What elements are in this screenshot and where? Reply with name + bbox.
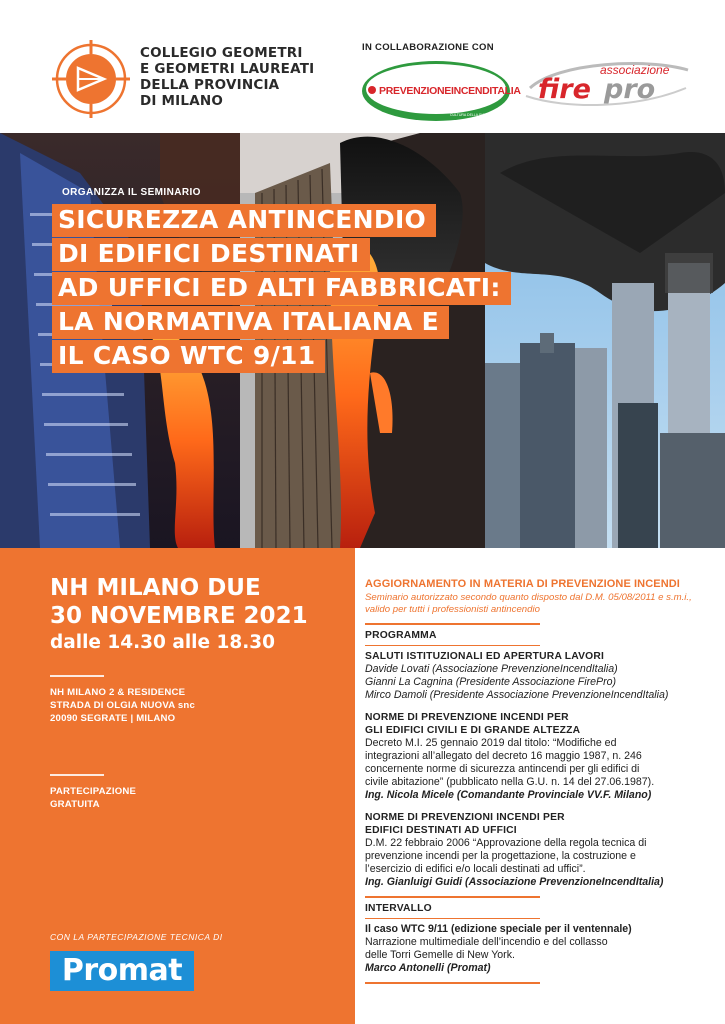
program-heading: PROGRAMMA [365,629,437,641]
program-item-speaker: Ing. Nicola Micele (Comandante Provinciale VV.F. Milano) [365,789,652,801]
program-item [365,650,710,702]
divider [365,896,540,898]
update-subtitle-line: valido per tutti i professionisti antincendio [365,604,540,615]
title-line [52,204,511,238]
tech-participation-label: CON LA PARTECIPAZIONE TECNICA DI [50,932,223,942]
title-line [52,272,511,306]
org-name-line: E GEOMETRI LAUREATI [140,61,315,77]
venue-address [50,686,195,725]
address-line: STRADA DI OLGIA NUOVA snc [50,700,196,711]
organization-name [140,45,340,109]
org-name-line: DI MILANO [140,93,224,109]
speaker-line: Davide Lovati (Associazione PrevenzioneIncendItalia) [365,663,618,675]
title-line-text: LA NORMATIVA ITALIANA E [52,306,449,339]
prevenzione-incendi-italia-logo [360,58,524,124]
program-item-body: integrazioni all’allegato del decreto 16 maggio 1987, n. 246 [365,750,642,762]
divider [50,675,104,677]
program-item-title: Il caso WTC 9/11 (edizione speciale per il ventennale) [365,923,632,935]
intervallo-label: INTERVALLO [365,902,432,914]
program-item-title: SALUTI ISTITUZIONALI ED APERTURA LAVORI [365,651,605,662]
partner2-name-a: fire [538,74,591,105]
partner2-name-b: pro [604,74,656,105]
program-column [365,578,710,988]
program-item-body: civile abitazione” (pubblicato nella G.U. n. 14 del 27.06.1987). [365,776,655,788]
speaker-line: Gianni La Cagnina (Presidente Associazione FirePro) [365,676,617,688]
org-name-line: COLLEGIO GEOMETRI [140,45,303,61]
divider [365,918,540,920]
update-title: AGGIORNAMENTO IN MATERIA DI PREVENZIONE INCENDI [365,578,680,590]
divider [50,774,104,776]
title-line [52,340,511,374]
partner1-name: PREVENZIONEINCENDITALIA [379,85,521,97]
program-item-body: Decreto M.I. 25 gennaio 2019 dal titolo: “Modifiche ed [365,737,617,749]
promat-logo: Promat [50,951,194,991]
program-item-title: NORME DI PREVENZIONI INCENDI PER [365,812,565,823]
participation-line: PARTECIPAZIONE [50,786,137,797]
update-subtitle-line: Seminario autorizzato secondo quanto disposto dal D.M. 05/08/2011 e s.m.i., [365,592,692,603]
program-item-body: Narrazione multimediale dell’incendio e del collasso [365,936,608,948]
event-time: dalle 14.30 alle 18.30 [50,632,276,653]
firepro-logo [518,58,693,110]
program-item [365,711,710,802]
partner2-small: associazione [600,63,670,77]
title-line [52,238,511,272]
program-item-speaker: Ing. Gianluigi Guidi (Associazione PrevenzioneIncendItalia) [365,876,664,888]
divider [365,645,540,647]
title-line-text: DI EDIFICI DESTINATI [52,238,370,271]
program-item [365,811,710,889]
divider [365,623,540,625]
organizza-label: ORGANIZZA IL SEMINARIO [62,187,201,198]
title-line-text: AD UFFICI ED ALTI FABBRICATI: [52,272,511,305]
org-name-line: DELLA PROVINCIA [140,77,280,93]
title-line [52,306,511,340]
collaboration-label: IN COLLABORAZIONE CON [362,42,494,53]
collegio-geometri-logo [52,40,130,118]
program-item [365,923,710,975]
program-item-body: l’esercizio di edifici e/o locali destinati ad uffici”. [365,863,586,875]
title-line-text: IL CASO WTC 9/11 [52,340,325,373]
participation-line: GRATUITA [50,799,100,810]
title-line-text: SICUREZZA ANTINCENDIO [52,204,436,237]
speaker-line: Mirco Damoli (Presidente Associazione PrevenzioneIncendItalia) [365,689,669,701]
program-item-body: delle Torri Gemelle di New York. [365,949,515,961]
participation-info [50,785,136,811]
update-subtitle [365,592,710,616]
program-item-body: concernente norme di sicurezza antincendi per gli edifici di [365,763,640,775]
event-venue-date [50,574,308,630]
program-item-title: EDIFICI DESTINATI AD UFFICI [365,825,517,836]
program-item-title: GLI EDIFICI CIVILI E DI GRANDE ALTEZZA [365,725,581,736]
hero-banner [0,133,725,548]
header [0,0,725,133]
divider [365,982,540,984]
venue-line: NH MILANO DUE [50,575,261,601]
program-item-body: D.M. 22 febbraio 2006 “Approvazione della regola tecnica di [365,837,647,849]
program-item-speaker: Marco Antonelli (Promat) [365,962,491,974]
date-line: 30 NOVEMBRE 2021 [50,603,308,629]
program-item-title: NORME DI PREVENZIONE INCENDI PER [365,712,569,723]
seminar-title [52,204,511,374]
program-item-body: prevenzione incendi per la progettazione, la costruzione e [365,850,636,862]
address-line: NH MILANO 2 & RESIDENCE [50,687,186,698]
partner1-tagline: CULTURA DELLA SICUREZZA ANTINCENDIO [450,113,524,117]
address-line: 20090 SEGRATE | MILANO [50,713,176,724]
